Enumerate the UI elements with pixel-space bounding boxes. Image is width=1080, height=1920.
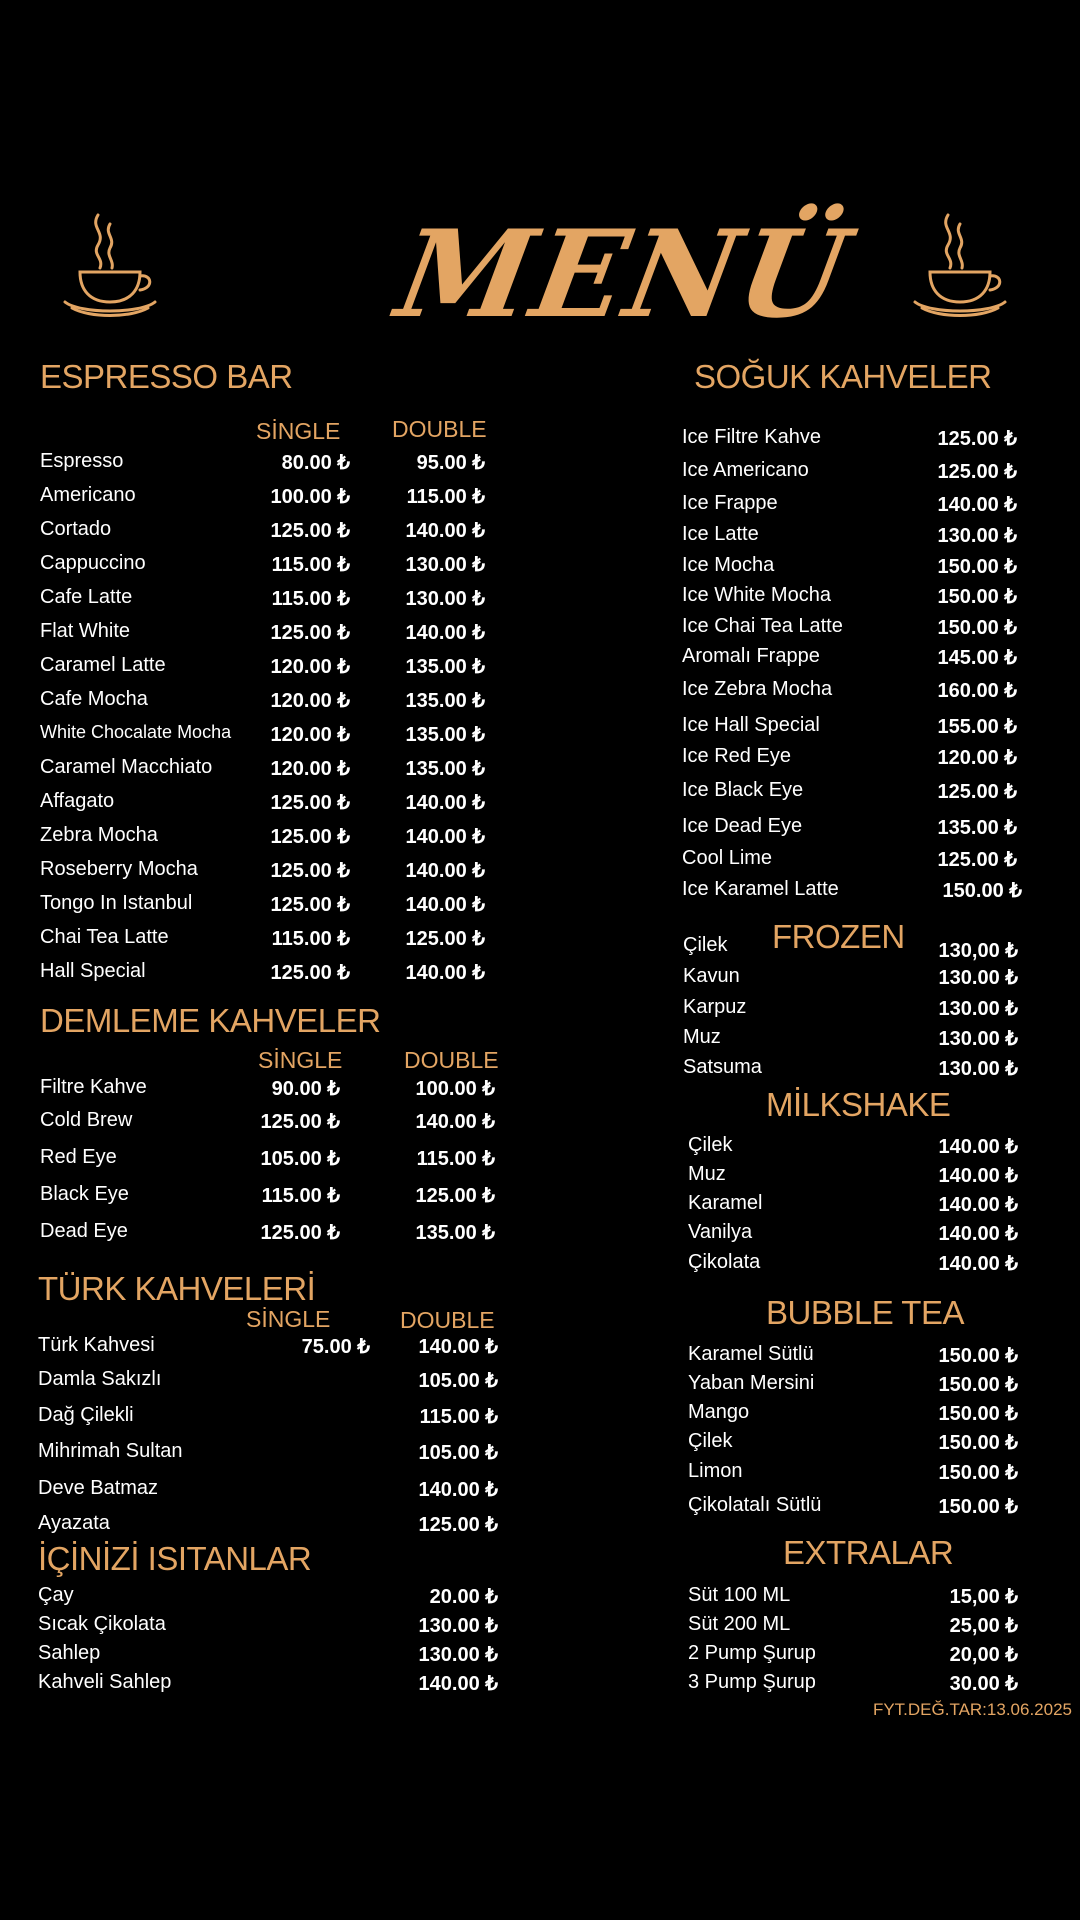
item-name: Ice Filtre Kahve — [682, 426, 821, 448]
item-name: Çay — [38, 1584, 74, 1606]
menu-item — [688, 1584, 1023, 1613]
price-double: 135.00 ₺ — [405, 724, 485, 746]
item-price: 155.00 ₺ — [937, 716, 1017, 738]
menu-item — [38, 1440, 498, 1477]
item-name: Ayazata — [38, 1512, 110, 1534]
section-title-milkshake: MİLKSHAKE — [766, 1086, 951, 1123]
menu-item — [683, 965, 1023, 996]
menu-item — [40, 1076, 500, 1109]
item-name: Ice Americano — [682, 459, 809, 481]
item-name: Damla Sakızlı — [38, 1368, 162, 1390]
price-single: 125.00 ₺ — [270, 622, 350, 644]
item-name: Deve Batmaz — [38, 1477, 159, 1499]
price-update-date: FYT.DEĞ.TAR:13.06.2025 — [872, 1700, 1072, 1719]
price-double: 135.00 ₺ — [405, 656, 485, 678]
menu-item — [683, 996, 1023, 1026]
item-price: 150.00 ₺ — [937, 586, 1017, 608]
item-name: Cortado — [40, 518, 112, 540]
item-price: 130.00 ₺ — [418, 1615, 498, 1637]
price-double: 140.00 ₺ — [405, 792, 485, 814]
item-price: 130.00 ₺ — [937, 525, 1017, 547]
price-double: 140.00 ₺ — [405, 894, 485, 916]
menu-item — [40, 790, 500, 824]
item-name: Sahlep — [38, 1642, 101, 1664]
price-double: 140.00 ₺ — [405, 962, 485, 984]
item-price: 130.00 ₺ — [938, 967, 1018, 989]
price-double: 135.00 ₺ — [415, 1222, 495, 1244]
menu-item — [40, 586, 500, 620]
menu-item — [682, 615, 1022, 645]
price-single: 90.00 ₺ — [271, 1078, 340, 1100]
menu-item — [688, 1401, 1023, 1430]
item-name: Ice Red Eye — [682, 745, 791, 767]
item-name: Kahveli Sahlep — [38, 1671, 172, 1693]
column-head-double: DOUBLE — [404, 1047, 499, 1073]
item-name: Ice White Mocha — [682, 584, 831, 606]
menu-item — [40, 450, 500, 484]
item-price: 150.00 ₺ — [942, 880, 1022, 902]
price-single: 120.00 ₺ — [270, 656, 350, 678]
price-single: 120.00 ₺ — [270, 690, 350, 712]
item-price: 145.00 ₺ — [937, 647, 1017, 669]
price-single: 75.00 ₺ — [301, 1336, 370, 1358]
menu-item — [682, 779, 1022, 815]
item-name: Espresso — [40, 450, 124, 472]
menu-item — [40, 1146, 500, 1183]
menu-item — [688, 1642, 1023, 1671]
price-single: 115.00 ₺ — [271, 588, 350, 610]
section-title-extralar: EXTRALAR — [783, 1534, 954, 1571]
menu-item — [40, 1109, 500, 1146]
item-name: Süt 100 ML — [688, 1584, 791, 1606]
menu-item — [682, 847, 1022, 878]
item-name: Karamel — [688, 1192, 763, 1214]
item-name: Americano — [40, 484, 136, 506]
item-name: Çilek — [683, 934, 728, 956]
item-name: Kavun — [683, 965, 740, 987]
price-double: 115.00 ₺ — [419, 1406, 498, 1428]
item-name: Cafe Mocha — [40, 688, 148, 710]
menu-title: MENÜ — [387, 204, 860, 345]
price-single: 120.00 ₺ — [270, 758, 350, 780]
item-price: 150.00 ₺ — [937, 556, 1017, 578]
menu-item — [40, 722, 500, 756]
item-name: Ice Latte — [682, 523, 759, 545]
item-price: 130.00 ₺ — [938, 1058, 1018, 1080]
section-title-icinizi: İÇİNİZİ ISITANLAR — [38, 1540, 312, 1577]
item-name: Süt 200 ML — [688, 1613, 791, 1635]
item-name: Zebra Mocha — [40, 824, 158, 846]
column-head-single: SİNGLE — [258, 1047, 343, 1073]
item-name: Türk Kahvesi — [38, 1334, 155, 1356]
item-price: 135.00 ₺ — [937, 817, 1017, 839]
icinizi-list — [38, 1584, 498, 1700]
menu-item — [38, 1613, 498, 1642]
item-name: Aromalı Frappe — [682, 645, 820, 667]
item-name: 3 Pump Şurup — [688, 1671, 816, 1693]
section-title-demleme: DEMLEME KAHVELER — [40, 1002, 381, 1039]
menu-item — [688, 1251, 1023, 1281]
item-name: White Chocalate Mocha — [40, 722, 232, 742]
section-title-turk: TÜRK KAHVELERİ — [38, 1270, 316, 1307]
item-name: Karpuz — [683, 996, 747, 1018]
item-name: Çikolatalı Sütlü — [688, 1494, 822, 1516]
item-name: Tongo In Istanbul — [40, 892, 193, 914]
price-single: 125.00 ₺ — [270, 860, 350, 882]
item-name: Dead Eye — [40, 1220, 128, 1242]
price-single: 105.00 ₺ — [260, 1148, 340, 1170]
price-double: 130.00 ₺ — [405, 554, 485, 576]
item-name: Red Eye — [40, 1146, 117, 1168]
menu-item — [688, 1613, 1023, 1642]
menu-item — [682, 645, 1022, 678]
item-price: 140.00 ₺ — [937, 494, 1017, 516]
item-price: 140.00 ₺ — [938, 1136, 1018, 1158]
menu-item — [688, 1460, 1023, 1494]
item-price: 140.00 ₺ — [938, 1223, 1018, 1245]
price-double: 115.00 ₺ — [416, 1148, 495, 1170]
item-price: 150.00 ₺ — [938, 1432, 1018, 1454]
menu-item — [683, 934, 1023, 965]
menu-item — [682, 815, 1022, 847]
menu-item — [40, 858, 500, 892]
menu-item — [688, 1372, 1023, 1401]
item-name: Vanilya — [688, 1221, 753, 1243]
price-double: 95.00 ₺ — [416, 452, 485, 474]
menu-item — [38, 1477, 498, 1512]
item-name: Muz — [683, 1026, 721, 1048]
price-double: 135.00 ₺ — [405, 690, 485, 712]
item-price: 140.00 ₺ — [418, 1673, 498, 1695]
menu-item — [40, 756, 500, 790]
item-name: Çilek — [688, 1430, 733, 1452]
coffee-cup-icon — [910, 210, 1010, 320]
price-double: 140.00 ₺ — [418, 1336, 498, 1358]
menu-item — [40, 552, 500, 586]
menu-item — [688, 1343, 1023, 1372]
menu-item — [38, 1368, 498, 1404]
item-price: 150.00 ₺ — [938, 1374, 1018, 1396]
item-price: 150.00 ₺ — [938, 1462, 1018, 1484]
item-price: 130.00 ₺ — [938, 1028, 1018, 1050]
item-name: Ice Dead Eye — [682, 815, 803, 837]
price-double: 140.00 ₺ — [418, 1479, 498, 1501]
item-price: 130,00 ₺ — [938, 940, 1018, 962]
price-double: 135.00 ₺ — [405, 758, 485, 780]
menu-item — [688, 1671, 1023, 1700]
price-single: 125.00 ₺ — [270, 826, 350, 848]
item-name: 2 Pump Şurup — [688, 1642, 816, 1664]
menu-item — [40, 892, 500, 926]
menu-item — [38, 1404, 498, 1440]
menu-item — [40, 824, 500, 858]
column-head-double: DOUBLE — [392, 416, 487, 442]
menu-item — [40, 484, 500, 518]
menu-item — [682, 523, 1022, 554]
item-name: Caramel Latte — [40, 654, 166, 676]
item-name: Cafe Latte — [40, 586, 133, 608]
price-double: 140.00 ₺ — [415, 1111, 495, 1133]
price-single: 115.00 ₺ — [261, 1185, 340, 1207]
item-name: Hall Special — [40, 960, 146, 982]
menu-item — [38, 1334, 498, 1368]
menu-item — [682, 459, 1022, 492]
espresso-list — [40, 450, 500, 994]
section-title-bubble-tea: BUBBLE TEA — [766, 1294, 964, 1331]
item-price: 30.00 ₺ — [949, 1673, 1018, 1695]
menu-item — [40, 688, 500, 722]
price-single: 125.00 ₺ — [270, 962, 350, 984]
item-price: 140.00 ₺ — [938, 1165, 1018, 1187]
menu-item — [688, 1430, 1023, 1460]
menu-item — [682, 554, 1022, 584]
menu-item — [682, 714, 1022, 745]
price-single: 115.00 ₺ — [271, 554, 350, 576]
menu-item — [40, 1220, 500, 1257]
price-single: 125.00 ₺ — [270, 520, 350, 542]
item-name: Ice Black Eye — [682, 779, 804, 801]
item-name: Roseberry Mocha — [40, 858, 198, 880]
menu-item — [40, 926, 500, 960]
menu-item — [682, 745, 1022, 779]
item-name: Affagato — [40, 790, 115, 812]
section-title-soguk: SOĞUK KAHVELER — [694, 358, 992, 395]
section-title-espresso: ESPRESSO BAR — [40, 358, 293, 395]
item-price: 150.00 ₺ — [937, 617, 1017, 639]
item-price: 140.00 ₺ — [938, 1194, 1018, 1216]
menu-item — [38, 1671, 498, 1700]
frozen-list — [683, 934, 1023, 1086]
price-double: 140.00 ₺ — [405, 622, 485, 644]
price-double: 125.00 ₺ — [418, 1514, 498, 1536]
item-name: Cool Lime — [682, 847, 773, 869]
section-title-frozen: FROZEN — [772, 918, 905, 955]
item-name: Sıcak Çikolata — [38, 1613, 166, 1635]
item-price: 20.00 ₺ — [429, 1586, 498, 1608]
column-head-single: SİNGLE — [256, 418, 341, 444]
menu-item — [40, 1183, 500, 1220]
column-head-double: DOUBLE — [400, 1307, 495, 1333]
item-name: Ice Chai Tea Latte — [682, 615, 843, 637]
price-single: 125.00 ₺ — [270, 792, 350, 814]
price-double: 125.00 ₺ — [415, 1185, 495, 1207]
price-double: 140.00 ₺ — [405, 860, 485, 882]
item-name: Ice Frappe — [682, 492, 778, 514]
menu-item — [683, 1026, 1023, 1056]
item-price: 140.00 ₺ — [938, 1253, 1018, 1275]
extralar-list — [688, 1584, 1023, 1700]
menu-item — [682, 584, 1022, 615]
item-name: Mango — [688, 1401, 750, 1423]
price-double: 115.00 ₺ — [406, 486, 485, 508]
item-name: Mihrimah Sultan — [38, 1440, 183, 1462]
menu-item — [40, 960, 500, 994]
item-price: 150.00 ₺ — [938, 1496, 1018, 1518]
price-double: 140.00 ₺ — [405, 826, 485, 848]
item-price: 120.00 ₺ — [937, 747, 1017, 769]
item-name: Limon — [688, 1460, 743, 1482]
price-double: 105.00 ₺ — [418, 1442, 498, 1464]
bubble-list — [688, 1343, 1023, 1524]
item-price: 150.00 ₺ — [938, 1403, 1018, 1425]
item-name: Cold Brew — [40, 1109, 133, 1131]
item-name: Ice Mocha — [682, 554, 775, 576]
price-single: 125.00 ₺ — [270, 894, 350, 916]
demleme-list — [40, 1076, 500, 1257]
item-name: Yaban Mersini — [688, 1372, 815, 1394]
item-price: 125.00 ₺ — [937, 461, 1017, 483]
item-price: 130.00 ₺ — [938, 998, 1018, 1020]
item-name: Ice Karamel Latte — [682, 878, 839, 900]
price-single: 120.00 ₺ — [270, 724, 350, 746]
price-single: 115.00 ₺ — [271, 928, 350, 950]
item-price: 130.00 ₺ — [418, 1644, 498, 1666]
menu-item — [40, 654, 500, 688]
menu-item — [682, 878, 1022, 909]
price-double: 140.00 ₺ — [405, 520, 485, 542]
menu-item — [683, 1056, 1023, 1086]
menu-item — [682, 492, 1022, 523]
menu-item — [682, 678, 1022, 714]
menu-item — [688, 1494, 1023, 1524]
item-name: Cappuccino — [40, 552, 146, 574]
milkshake-list — [688, 1134, 1023, 1281]
soguk-list — [682, 426, 1022, 909]
item-name: Muz — [688, 1163, 726, 1185]
item-name: Chai Tea Latte — [40, 926, 169, 948]
menu-item — [40, 518, 500, 552]
item-name: Black Eye — [40, 1183, 129, 1205]
item-price: 25,00 ₺ — [949, 1615, 1018, 1637]
item-price: 125.00 ₺ — [937, 781, 1017, 803]
item-price: 125.00 ₺ — [937, 849, 1017, 871]
item-name: Flat White — [40, 620, 131, 642]
turk-list — [38, 1334, 498, 1546]
menu-item — [688, 1163, 1023, 1192]
menu-item — [688, 1134, 1023, 1163]
item-name: Çikolata — [688, 1251, 761, 1273]
item-name: Ice Zebra Mocha — [682, 678, 833, 700]
column-head-single: SİNGLE — [246, 1306, 331, 1332]
menu-item — [682, 426, 1022, 459]
item-price: 160.00 ₺ — [937, 680, 1017, 702]
price-double: 100.00 ₺ — [415, 1078, 495, 1100]
menu-item — [688, 1221, 1023, 1251]
menu-item — [38, 1642, 498, 1671]
item-price: 150.00 ₺ — [938, 1345, 1018, 1367]
price-double: 105.00 ₺ — [418, 1370, 498, 1392]
price-single: 125.00 ₺ — [260, 1111, 340, 1133]
price-single: 125.00 ₺ — [260, 1222, 340, 1244]
item-name: Ice Hall Special — [682, 714, 820, 736]
menu-item — [40, 620, 500, 654]
item-name: Çilek — [688, 1134, 733, 1156]
item-price: 20,00 ₺ — [949, 1644, 1018, 1666]
item-name: Dağ Çilekli — [38, 1404, 134, 1426]
item-name: Karamel Sütlü — [688, 1343, 814, 1365]
price-double: 125.00 ₺ — [405, 928, 485, 950]
menu-item — [688, 1192, 1023, 1221]
item-name: Satsuma — [683, 1056, 762, 1078]
item-name: Caramel Macchiato — [40, 756, 213, 778]
item-price: 15,00 ₺ — [949, 1586, 1018, 1608]
menu-item — [38, 1584, 498, 1613]
price-single: 80.00 ₺ — [281, 452, 350, 474]
coffee-cup-icon — [60, 210, 160, 320]
price-single: 100.00 ₺ — [270, 486, 350, 508]
item-price: 125.00 ₺ — [937, 428, 1017, 450]
item-name: Filtre Kahve — [40, 1076, 147, 1098]
price-double: 130.00 ₺ — [405, 588, 485, 610]
